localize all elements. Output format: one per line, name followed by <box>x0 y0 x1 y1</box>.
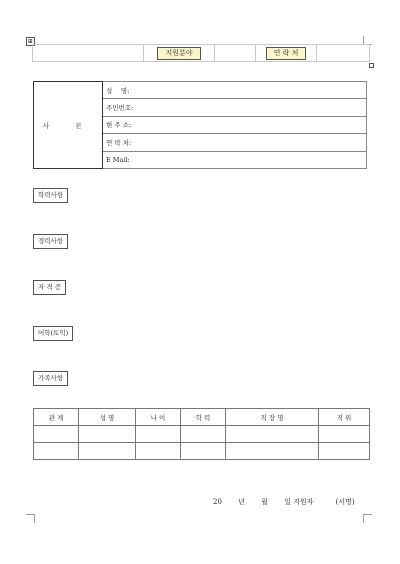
table-cell[interactable] <box>136 443 181 460</box>
family-table-header <box>34 409 370 426</box>
contact-label: 연 락 처 <box>266 47 307 60</box>
header-table <box>32 44 370 62</box>
month-label: 월 <box>261 498 268 506</box>
year-prefix: 20 <box>213 498 222 506</box>
resident-number-field[interactable] <box>103 99 367 116</box>
header-blank-cell[interactable] <box>33 45 144 62</box>
field-value-cell[interactable] <box>215 45 256 62</box>
day-applicant-label: 일 지원자 <box>284 498 314 506</box>
table-move-handle-icon[interactable]: ⊞ <box>27 38 34 45</box>
family-table <box>33 408 370 460</box>
signature-line <box>213 497 369 507</box>
table-cell[interactable] <box>319 426 370 443</box>
contact-cell[interactable] <box>256 45 317 62</box>
table-cell[interactable] <box>34 426 79 443</box>
name-header: 성 명 <box>79 409 136 426</box>
year-label: 년 <box>238 498 245 506</box>
table-cell[interactable] <box>34 443 79 460</box>
phone-field[interactable] <box>103 134 367 151</box>
workplace-header: 직 장 명 <box>226 409 319 426</box>
table-cell[interactable] <box>136 426 181 443</box>
table-cell[interactable] <box>79 426 136 443</box>
field-cell[interactable] <box>144 45 215 62</box>
table-row <box>34 426 370 443</box>
email-field[interactable] <box>103 151 367 168</box>
table-cell[interactable] <box>226 443 319 460</box>
email-label: E Mail: <box>106 155 130 164</box>
signature-seal[interactable]: (서명) <box>335 498 355 506</box>
crop-mark-bottom-left <box>26 514 35 523</box>
table-cell[interactable] <box>181 443 226 460</box>
table-cell[interactable] <box>319 443 370 460</box>
name-field[interactable] <box>103 82 367 99</box>
photo-label: 사 진 <box>42 121 94 130</box>
certificate-section-title[interactable]: 자 격 증 <box>33 280 66 295</box>
age-header: 나 이 <box>136 409 181 426</box>
name-label: 성 명: <box>106 86 130 95</box>
relation-header: 관 계 <box>34 409 79 426</box>
table-cell[interactable] <box>79 443 136 460</box>
resident-number-label: 주민번호: <box>106 104 134 113</box>
address-field[interactable] <box>103 116 367 133</box>
table-cell[interactable] <box>181 426 226 443</box>
table-row <box>34 443 370 460</box>
photo-cell[interactable] <box>34 82 103 169</box>
table-resize-handle[interactable] <box>369 63 374 68</box>
contact-value-cell[interactable] <box>317 45 370 62</box>
career-section-title[interactable]: 경력사항 <box>33 234 68 249</box>
address-label: 현 주 소: <box>106 121 132 130</box>
phone-label: 연 락 처: <box>106 138 132 147</box>
language-section-title[interactable]: 어학(토익) <box>33 326 73 341</box>
crop-mark-bottom-right <box>363 514 372 523</box>
position-header: 직 위 <box>319 409 370 426</box>
education-header: 학 력 <box>181 409 226 426</box>
family-section-title[interactable]: 가족사항 <box>33 371 68 386</box>
table-cell[interactable] <box>226 426 319 443</box>
personal-info-table <box>33 81 367 169</box>
education-section-title[interactable]: 학력사항 <box>33 188 68 203</box>
field-label: 지원분야 <box>157 47 200 60</box>
